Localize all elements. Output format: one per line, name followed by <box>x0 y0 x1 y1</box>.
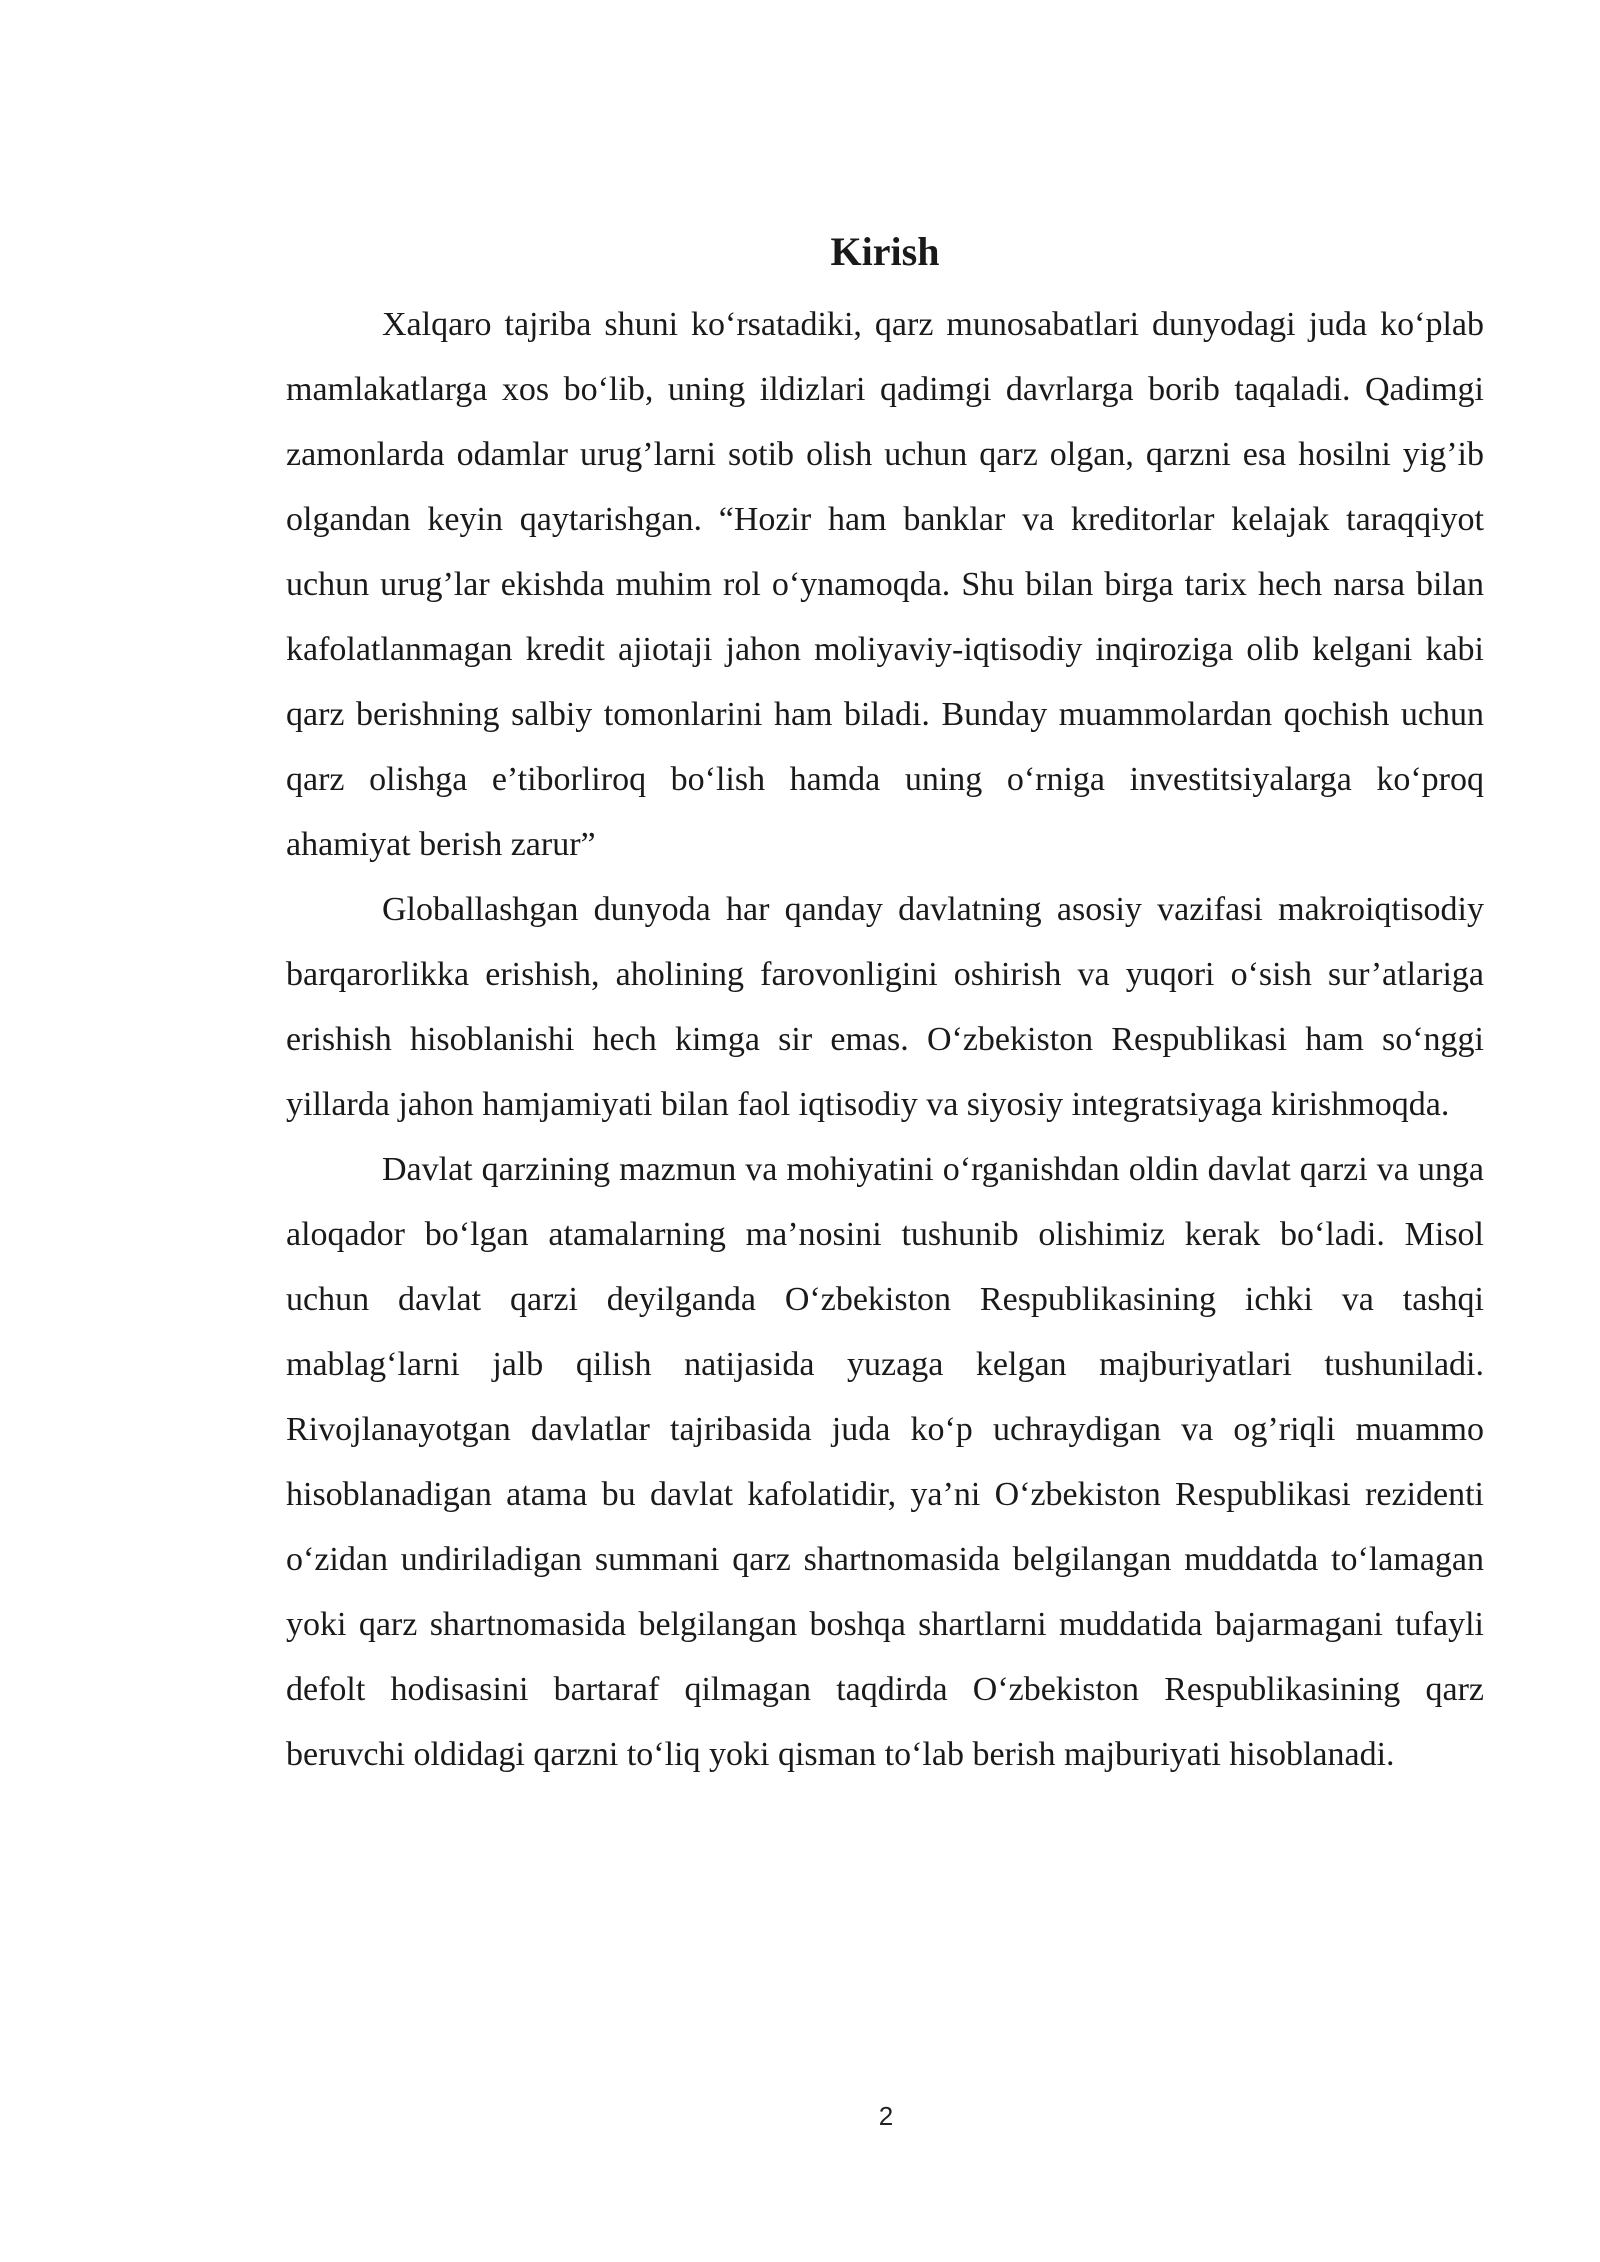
body-text <box>286 292 1484 1787</box>
paragraph-2: Globallashgan dunyoda har qanday davlatning asosiy vazifasi makroiqtisodiy barqarorlikka erishish, aholining farovonligini oshirish va yuqori o‘sish sur’atlariga erishish hisoblanishi hech kimga sir emas. O‘zbekiston Respublikasi ham so‘nggi yillarda jahon hamjamiyati bilan faol iqtisodiy va siyosiy integratsiyaga kirishmoqda. <box>286 891 1484 1123</box>
paragraph-1: Xalqaro tajriba shuni ko‘rsatadiki, qarz munosabatlari dunyodagi juda ko‘plab mamlakatlarga xos bo‘lib, uning ildizlari qadimgi davrlarga borib taqaladi. Qadimgi zamonlarda odamlar urug’larni sotib olish uchun qarz olgan, qarzni esa hosilni yig’ib olgandan keyin qaytarishgan. “Hozir ham banklar va kreditorlar kelajak taraqqiyot uchun urug’lar ekishda muhim rol o‘ynamoqda. Shu bilan birga tarix hech narsa bilan kafolatlanmagan kredit ajiotaji jahon moliyaviy-iqtisodiy inqiroziga olib kelgani kabi qarz berishning salbiy tomonlarini ham biladi. Bunday muammolardan qochish uchun qarz olishga e’tiborliroq bo‘lish hamda uning o‘rniga investitsiyalarga ko‘proq ahamiyat berish zarur” <box>286 306 1484 863</box>
page-title: Kirish <box>830 229 940 274</box>
paragraph-3: Davlat qarzining mazmun va mohiyatini o‘rganishdan oldin davlat qarzi va unga aloqador bo‘lgan atamalarning ma’nosini tushunib olishimiz kerak bo‘ladi. Misol uchun davlat qarzi deyilganda O‘zbekiston Respublikasining ichki va tashqi mablag‘larni jalb qilish natijasida yuzaga kelgan majburiyatlari tushuniladi. Rivojlanayotgan davlatlar tajribasida juda ko‘p uchraydigan va og’riqli muammo hisoblanadigan atama bu davlat kafolatidir, ya’ni O‘zbekiston Respublikasi rezidenti o‘zidan undiriladigan summani qarz shartnomasida belgilangan muddatda to‘lamagan yoki qarz shartnomasida belgilangan boshqa shartlarni muddatida bajarmagani tufayli defolt hodisasini bartaraf qilmagan taqdirda O‘zbekiston Respublikasining qarz beruvchi oldidagi qarzni to‘liq yoki qisman to‘lab berish majburiyati hisoblanadi. <box>286 1151 1484 1773</box>
page-number: 2 <box>878 2101 894 2131</box>
